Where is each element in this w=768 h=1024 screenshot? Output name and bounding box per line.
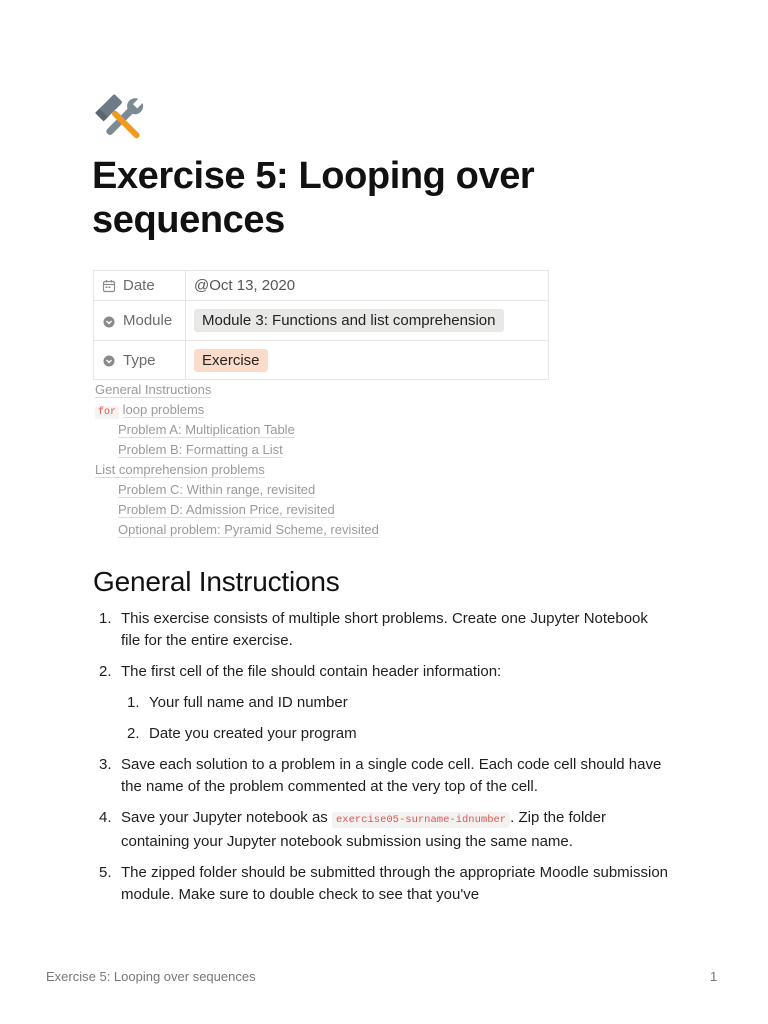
table-of-contents	[95, 381, 379, 541]
module-tag[interactable]: Module 3: Functions and list comprehension	[194, 309, 504, 332]
section-heading: General Instructions	[93, 566, 340, 597]
calendar-icon	[102, 279, 116, 293]
list-item: 3. Save each solution to a problem in a single code cell. Each code cell should have the name of the problem commented at the very top of the cell.	[99, 756, 662, 795]
page-title: Exercise 5: Looping over sequences	[92, 155, 535, 241]
property-value-date: @Oct 13, 2020	[194, 277, 296, 294]
toc-link-problem-d[interactable]: Problem D: Admission Price, revisited	[118, 502, 335, 517]
page-number: 1	[710, 969, 718, 984]
inline-code-filename: exercise05-surname-idnumber	[332, 812, 510, 828]
sub-list-item: 2. Date you created your program	[127, 725, 357, 742]
toc-link-problem-a[interactable]: Problem A: Multiplication Table	[118, 422, 295, 437]
sub-list-item: 1. Your full name and ID number	[127, 694, 348, 711]
list-item: 2. The first cell of the file should contain header information: 1. Your full name and ID number 2. Date you created your program	[93, 661, 668, 745]
property-row-type	[94, 341, 549, 380]
toc-link-general-instructions[interactable]: General Instructions	[95, 382, 212, 397]
toc-link-optional-problem[interactable]: Optional problem: Pyramid Scheme, revisited	[118, 522, 379, 537]
toc-link-problem-c[interactable]: Problem C: Within range, revisited	[118, 482, 316, 497]
select-chevron-icon	[102, 353, 116, 367]
list-item: 1. This exercise consists of multiple short problems. Create one Jupyter Notebook file for the entire exercise.	[99, 610, 648, 649]
property-row-module	[94, 301, 549, 341]
type-tag[interactable]: Exercise	[194, 349, 268, 372]
instructions-list	[93, 608, 668, 915]
toc-for-code: for	[95, 406, 119, 419]
list-item: 5. The zipped folder should be submitted through the appropriate Moodle submission module. Make sure to double check to see that you've	[99, 864, 669, 903]
select-chevron-icon	[102, 314, 116, 328]
toc-link-problem-b[interactable]: Problem B: Formatting a List	[118, 442, 283, 457]
hammer-and-wrench-icon	[92, 92, 152, 148]
properties-table	[93, 270, 549, 380]
property-row-date	[94, 271, 549, 301]
property-label-module: Module	[123, 312, 173, 329]
toc-link-for-loop-problems[interactable]: for loop problems	[95, 401, 379, 421]
toc-link-list-comprehension[interactable]: List comprehension problems	[95, 462, 265, 477]
property-label-date: Date	[123, 277, 155, 294]
list-item: 4. Save your Jupyter notebook as exercise05-surname-idnumber . Zip the folder containing your Jupyter notebook submission using the same name.	[99, 809, 606, 850]
footer-title: Exercise 5: Looping over sequences	[46, 969, 256, 984]
property-label-type: Type	[123, 351, 156, 369]
